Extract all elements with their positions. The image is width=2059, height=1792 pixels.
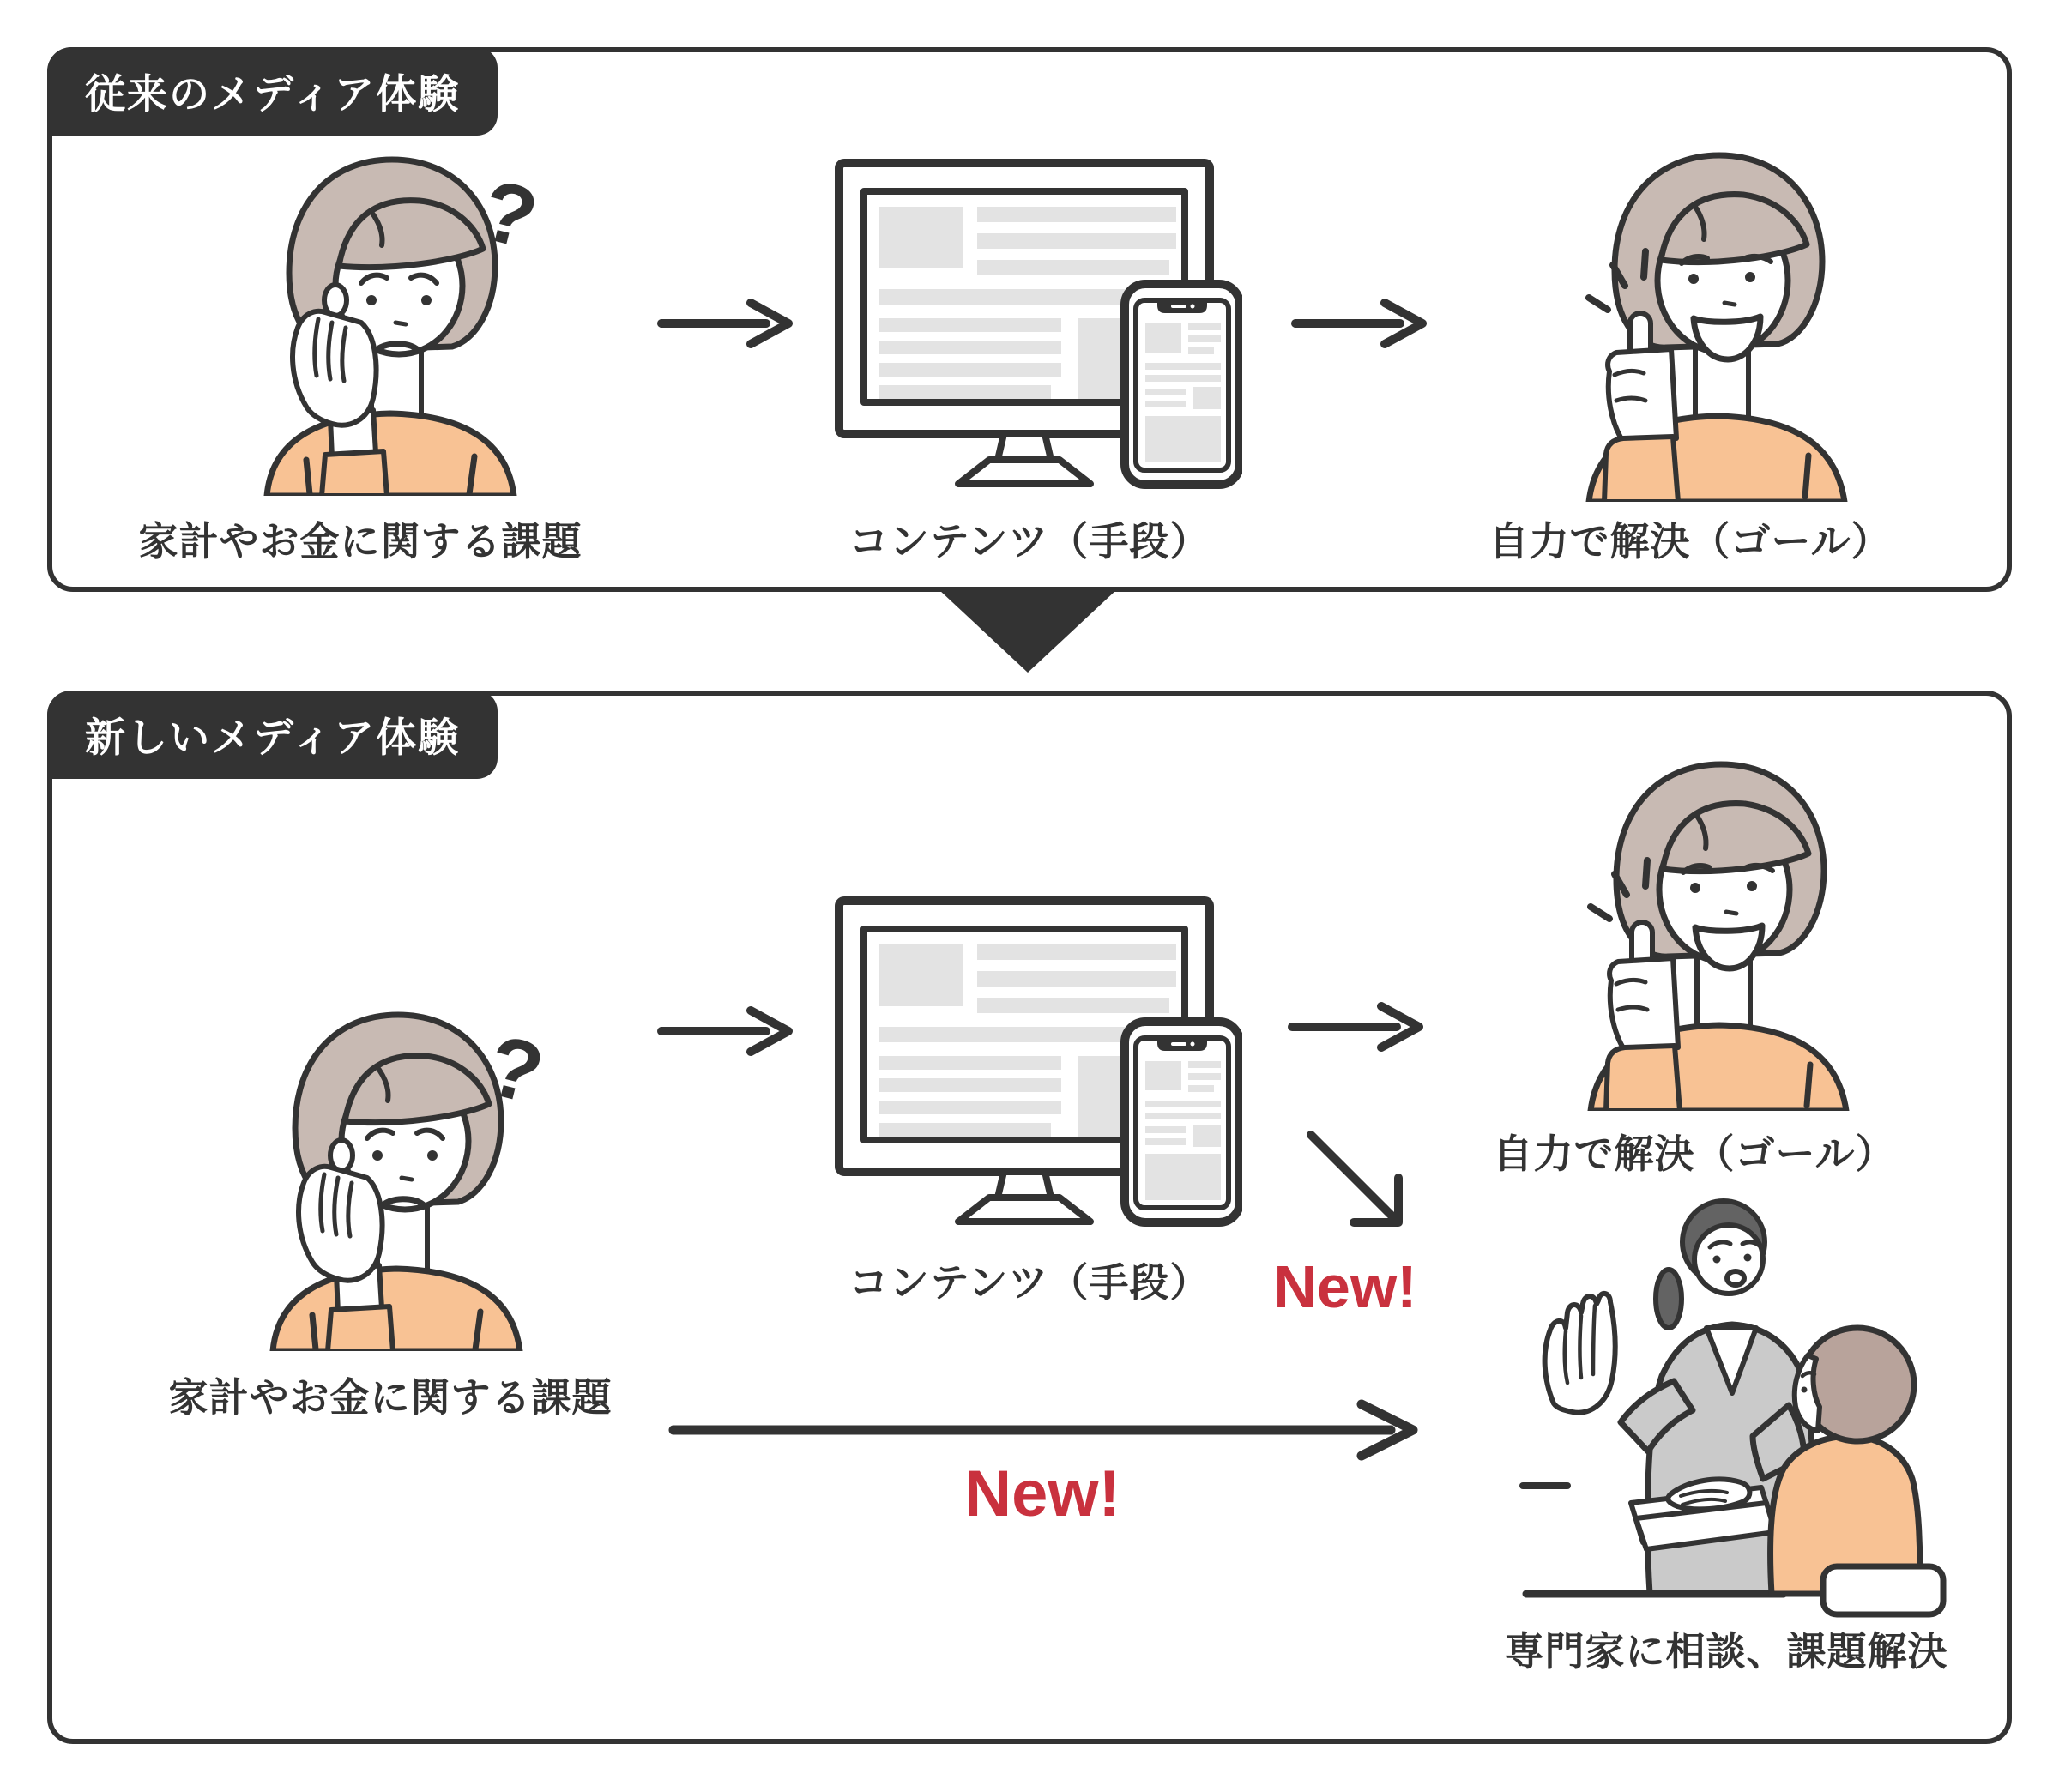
happy-woman-illustration-traditional <box>1551 150 1873 502</box>
arrow-right-icon-traditional-2 <box>1289 296 1434 351</box>
label-self-goal-new: 自力で解決（ゴール） <box>1493 1131 1896 1176</box>
monitor-smartphone-illustration-traditional <box>835 159 1242 489</box>
badge-traditional-label: 従来のメディア体験 <box>85 71 461 117</box>
happy-woman-illustration-new <box>1553 759 1875 1111</box>
label-content-new: コンテンツ（手段） <box>848 1260 1211 1305</box>
arrow-long-problem-to-consult <box>665 1394 1437 1466</box>
monitor-smartphone-illustration-new <box>835 896 1242 1227</box>
badge-new-label: 新しいメディア体験 <box>85 715 461 760</box>
new-badge-direct-route: New! <box>964 1457 1120 1530</box>
new-badge-content-route: New! <box>1273 1253 1417 1320</box>
down-arrow-triangle <box>939 590 1116 673</box>
label-problem-new: 家計やお金に関する課題 <box>168 1375 613 1420</box>
worried-woman-illustration-traditional <box>245 153 536 496</box>
label-problem-traditional: 家計やお金に関する課題 <box>138 519 583 564</box>
arrow-right-icon-traditional-1 <box>655 296 800 351</box>
label-content-traditional: コンテンツ（手段） <box>848 519 1211 564</box>
arrow-right-icon-new-1 <box>655 1004 800 1059</box>
consultation-illustration <box>1488 1191 2003 1620</box>
badge-traditional-media <box>47 47 498 136</box>
arrow-diagonal-content-to-consult <box>1302 1126 1414 1238</box>
arrow-right-icon-new-2 <box>1285 999 1431 1054</box>
label-consult-goal: 専門家に相談、課題解決 <box>1504 1629 1948 1674</box>
badge-new-media <box>47 691 498 779</box>
label-goal-traditional: 自力で解決（ゴール） <box>1488 519 1892 564</box>
worried-woman-illustration-new <box>251 1008 542 1351</box>
